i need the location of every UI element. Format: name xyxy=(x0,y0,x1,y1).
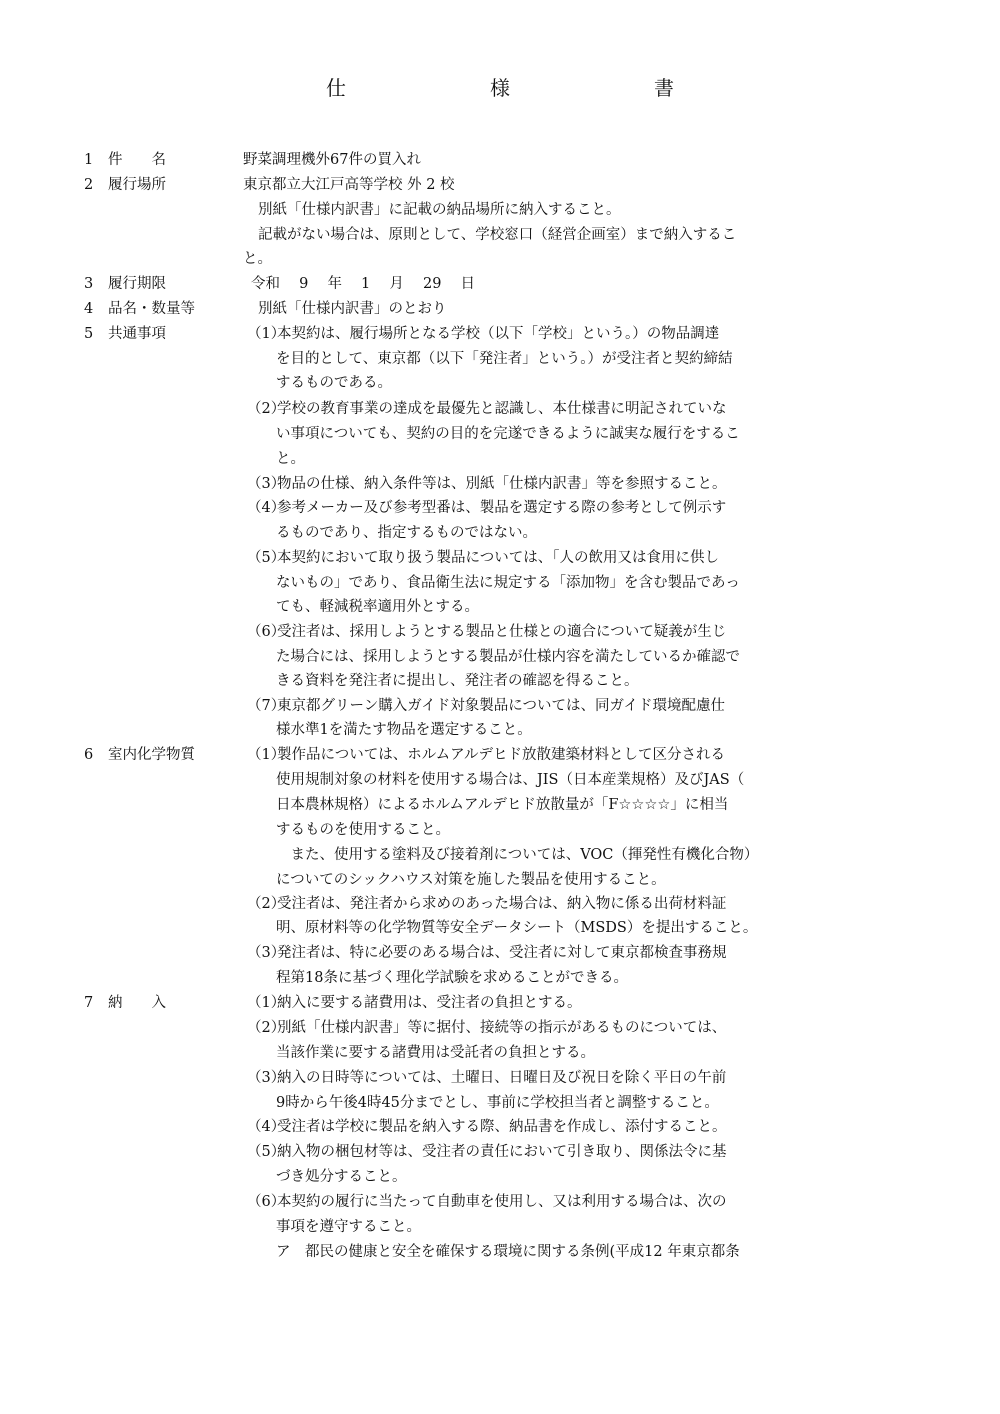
item-line: るものであり、指定するものではない。 xyxy=(276,525,537,541)
section-7-item-4 xyxy=(247,1117,727,1137)
item-line: 学校の教育事業の達成を最優先と認識し、本仕様書に明記されていな xyxy=(277,401,727,417)
item-marker: （2） xyxy=(247,1020,286,1036)
section-7-item-6 xyxy=(247,1192,727,1212)
section-1-number: 1 xyxy=(84,152,94,168)
section-1-text: 野菜調理機外67件の買入れ xyxy=(243,152,421,168)
item-line: づき処分すること。 xyxy=(276,1169,407,1185)
section-7-heading: 納 入 xyxy=(108,995,166,1011)
item-line: 当該作業に要する諸費用は受託者の負担とする。 xyxy=(276,1045,595,1061)
item-line: 明、原材料等の化学物質等安全データシート（MSDS）を提出すること。 xyxy=(276,920,758,936)
section-3-number: 3 xyxy=(84,276,94,292)
item-marker: （7） xyxy=(247,698,286,714)
item-marker: （1） xyxy=(247,995,286,1011)
item-line: 製作品については、ホルムアルデヒド放散建築材料として区分される xyxy=(277,747,726,763)
item-marker: （3） xyxy=(247,1070,286,1086)
section-4-number: 4 xyxy=(84,301,94,317)
section-6-item-3 xyxy=(247,943,727,963)
section-2-text-line-3: 記載がない場合は、原則として、学校窓口（経営企画室）まで納入するこ xyxy=(258,227,737,243)
item-line: 9時から午後4時45分までとし、事前に学校担当者と調整すること。 xyxy=(276,1095,719,1111)
section-2-text-line-2: 別紙「仕様内訳書」に記載の納品場所に納入すること。 xyxy=(258,202,621,218)
item-line: 受注者は学校に製品を納入する際、納品書を作成し、添付すること。 xyxy=(277,1119,727,1135)
section-5-item-2 xyxy=(247,399,727,419)
item-line: 受注者は、採用しようとする製品と仕様との適合について疑義が生じ xyxy=(277,624,727,640)
item-marker: （3） xyxy=(247,476,286,492)
item-line: 事項を遵守すること。 xyxy=(276,1219,421,1235)
section-5-item-6 xyxy=(247,622,726,642)
section-7-item-3 xyxy=(247,1068,726,1088)
item-line: するものである。 xyxy=(276,375,392,391)
section-5-number: 5 xyxy=(84,326,94,342)
item-marker: （4） xyxy=(247,500,286,516)
section-3-text: 令和 9 年 1 月 29 日 xyxy=(251,276,476,292)
item-marker: （6） xyxy=(247,1194,286,1210)
section-5-item-1 xyxy=(247,324,719,344)
section-5-item-5 xyxy=(247,548,719,568)
section-7-item-2 xyxy=(247,1018,726,1038)
item-line: い事項についても、契約の目的を完遂できるように誠実な履行をするこ xyxy=(276,426,740,442)
item-line: するものを使用すること。 xyxy=(276,822,450,838)
item-line: 別紙「仕様内訳書」等に据付、接続等の指示があるものについては、 xyxy=(277,1020,727,1036)
document-title: 仕 様 書 xyxy=(326,76,736,100)
section-6-item-1 xyxy=(247,745,725,765)
section-1-heading: 件 名 xyxy=(108,152,166,168)
section-6-heading: 室内化学物質 xyxy=(108,747,195,763)
item-line: 様水準1を満たす物品を選定すること。 xyxy=(276,722,532,738)
item-line: ないもの」であり、食品衛生法に規定する「添加物」を含む製品であっ xyxy=(276,575,740,591)
item-line: また、使用する塗料及び接着剤については、VOC（揮発性有機化合物） xyxy=(276,847,759,863)
item-marker: （5） xyxy=(247,1144,286,1160)
item-line: た場合には、採用しようとする製品が仕様内容を満たしているか確認で xyxy=(276,649,740,665)
item-line: 納入に要する諸費用は、受注者の負担とする。 xyxy=(277,995,582,1011)
item-line: 本契約の履行に当たって自動車を使用し、又は利用する場合は、次の xyxy=(277,1194,727,1210)
section-5-item-7 xyxy=(247,696,725,716)
item-line: ア 都民の健康と安全を確保する環境に関する条例(平成12 年東京都条 xyxy=(276,1244,740,1260)
item-line: きる資料を発注者に提出し、発注者の確認を得ること。 xyxy=(276,673,639,689)
section-7-item-1 xyxy=(247,993,582,1013)
section-5-item-3 xyxy=(247,474,727,494)
item-line: 本契約は、履行場所となる学校（以下「学校」という。）の物品調達 xyxy=(277,326,720,342)
item-line: 参考メーカー及び参考型番は、製品を選定する際の参考として例示す xyxy=(277,500,727,516)
item-line: 使用規制対象の材料を使用する場合は、JIS（日本産業規格）及びJAS（ xyxy=(276,772,745,788)
item-line: 東京都グリーン購入ガイド対象製品については、同ガイド環境配慮仕 xyxy=(277,698,726,714)
item-marker: （1） xyxy=(247,326,286,342)
section-7-item-5 xyxy=(247,1142,727,1162)
section-5-item-4 xyxy=(247,498,726,518)
section-5-heading: 共通事項 xyxy=(108,326,166,342)
item-marker: （1） xyxy=(247,747,286,763)
section-7-number: 7 xyxy=(84,995,94,1011)
item-marker: （2） xyxy=(247,401,286,417)
section-2-heading: 履行場所 xyxy=(108,177,166,193)
section-3-heading: 履行期限 xyxy=(108,276,166,292)
section-2-text-line-1: 東京都立大江戸高等学校 外 2 校 xyxy=(243,177,455,193)
item-marker: （2） xyxy=(247,896,286,912)
item-line: 本契約において取り扱う製品については、「人の飲用又は食用に供し xyxy=(277,550,719,566)
section-2-text-line-4: と。 xyxy=(243,251,272,267)
item-marker: （6） xyxy=(247,624,286,640)
item-line: ても、軽減税率適用外とする。 xyxy=(276,599,479,615)
item-line: 納入の日時等については、土曜日、日曜日及び祝日を除く平日の午前 xyxy=(277,1070,727,1086)
section-2-number: 2 xyxy=(84,177,94,193)
section-6-number: 6 xyxy=(84,747,94,763)
section-6-item-2 xyxy=(247,894,726,914)
item-line: についてのシックハウス対策を施した製品を使用すること。 xyxy=(276,872,666,888)
item-line: 受注者は、発注者から求めのあった場合は、納入物に係る出荷材料証 xyxy=(277,896,727,912)
item-line: 日本農林規格）によるホルムアルデヒド放散量が「F☆☆☆☆」に相当 xyxy=(276,797,729,813)
item-line: 納入物の梱包材等は、受注者の責任において引き取り、関係法令に基 xyxy=(277,1144,727,1160)
section-4-heading: 品名・数量等 xyxy=(108,301,195,317)
section-4-text: 別紙「仕様内訳書」のとおり xyxy=(258,301,447,317)
item-line: 程第18条に基づく理化学試験を求めることができる。 xyxy=(276,970,628,986)
item-marker: （5） xyxy=(247,550,286,566)
item-line: 発注者は、特に必要のある場合は、受注者に対して東京都検査事務規 xyxy=(277,945,727,961)
item-line: と。 xyxy=(276,451,305,467)
item-line: 物品の仕様、納入条件等は、別紙「仕様内訳書」等を参照すること。 xyxy=(277,476,727,492)
item-marker: （4） xyxy=(247,1119,286,1135)
item-line: を目的として、東京都（以下「発注者」という。）が受注者と契約締結 xyxy=(276,351,733,367)
item-marker: （3） xyxy=(247,945,286,961)
